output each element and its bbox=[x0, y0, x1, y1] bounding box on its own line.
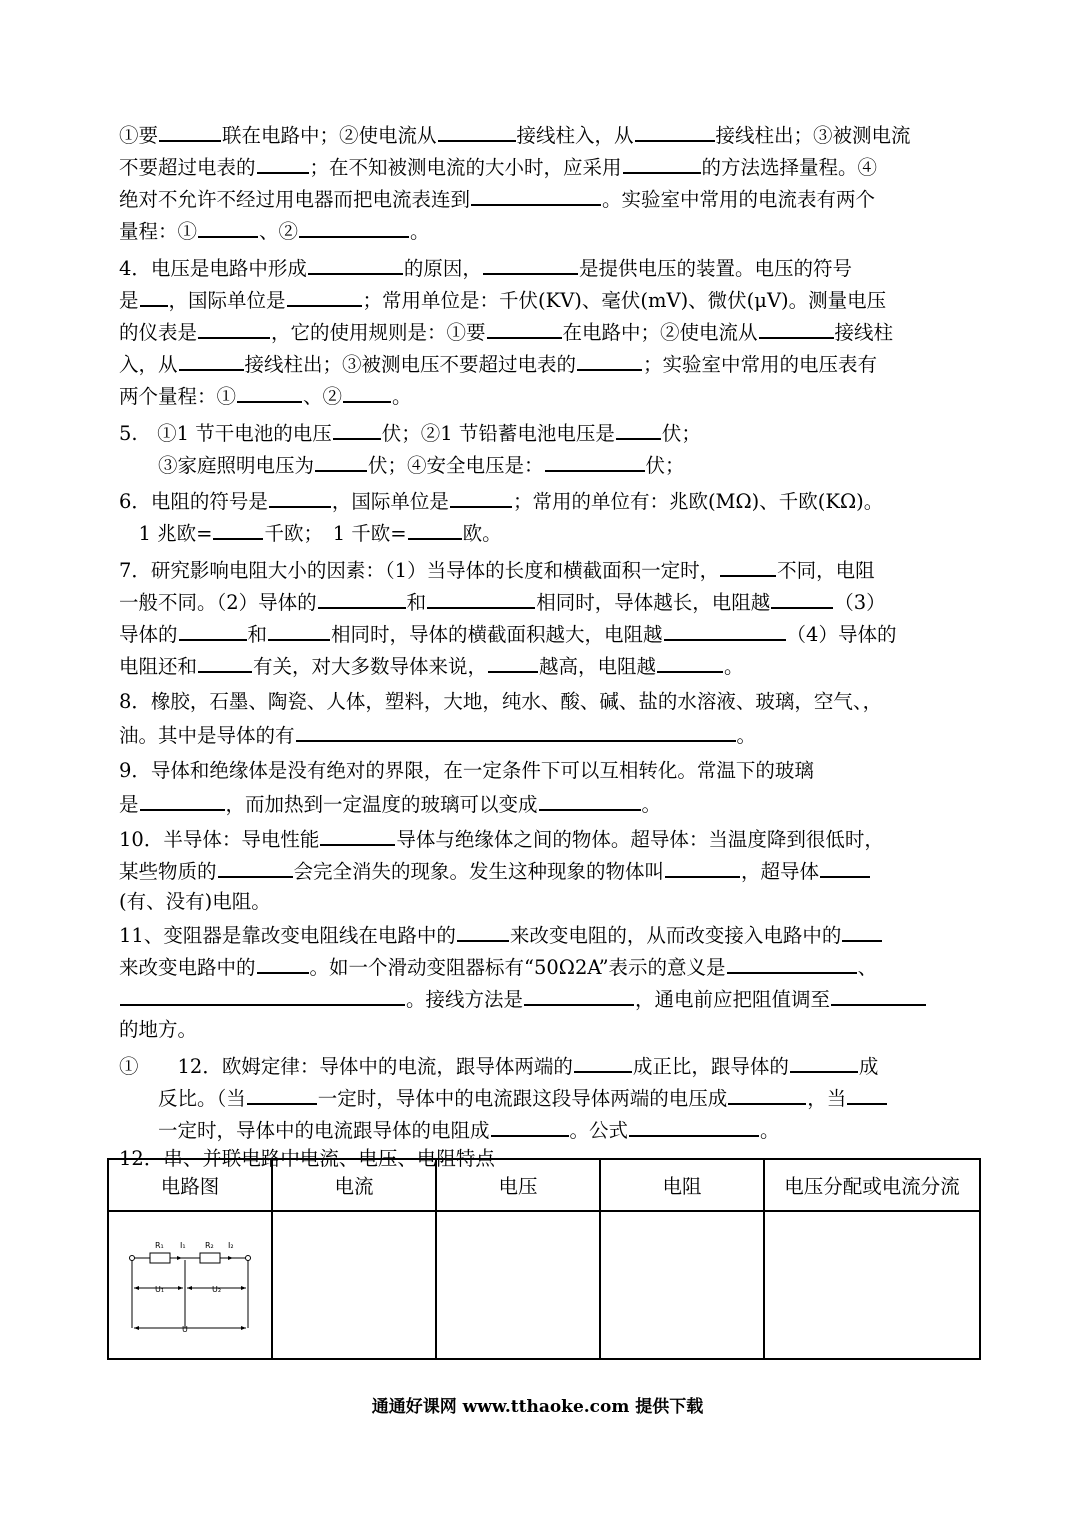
fill-in-blank[interactable] bbox=[257, 950, 309, 974]
line-text: 两个量程：① bbox=[119, 385, 237, 408]
line-text: 10．半导体：导电性能 bbox=[119, 828, 320, 851]
line-text: 5. ①1 节干电池的电压 bbox=[119, 422, 332, 445]
fill-in-blank[interactable] bbox=[179, 617, 247, 641]
fill-in-blank[interactable] bbox=[488, 649, 538, 673]
text-line bbox=[119, 379, 412, 411]
line-text: 。公式 bbox=[569, 1119, 629, 1142]
text-line bbox=[119, 1014, 197, 1046]
line-text: ；实验室中常用的电压表有 bbox=[643, 353, 878, 376]
line-text: 。 bbox=[641, 793, 662, 816]
line-text: 欧。 bbox=[462, 522, 502, 545]
fill-in-blank[interactable] bbox=[457, 918, 509, 942]
table-row bbox=[108, 1211, 980, 1359]
fill-in-blank[interactable] bbox=[343, 379, 391, 403]
fill-in-blank[interactable] bbox=[574, 1049, 632, 1073]
line-text: 伏；④安全电压是： bbox=[368, 454, 544, 477]
line-text: 油。其中是导体的有 bbox=[119, 724, 295, 747]
text-line bbox=[119, 787, 661, 819]
fill-in-blank[interactable] bbox=[269, 484, 331, 508]
fill-in-blank[interactable] bbox=[842, 918, 882, 942]
header-voltage: 电压 bbox=[436, 1159, 600, 1211]
footer-credit: 通通好课网 www.tthaoke.com 提供下载 bbox=[371, 1397, 704, 1417]
label-r2: R₂ bbox=[205, 1240, 214, 1250]
line-text: ；在不知被测电流的大小时，应采用 bbox=[309, 156, 622, 179]
label-u2: U₂ bbox=[212, 1284, 222, 1294]
line-text: (有、没有)电阻。 bbox=[119, 890, 271, 913]
line-text: ，通电前应把阻值调至 bbox=[635, 988, 831, 1011]
header-distribution: 电压分配或电流分流 bbox=[764, 1159, 980, 1211]
line-text: 、② bbox=[303, 385, 343, 408]
fill-in-blank[interactable] bbox=[720, 553, 776, 577]
text-line bbox=[119, 686, 882, 718]
text-line bbox=[119, 854, 871, 886]
line-text: 越高，电阻越 bbox=[539, 655, 657, 678]
header-current: 电流 bbox=[272, 1159, 436, 1211]
fill-in-blank[interactable] bbox=[728, 1081, 806, 1105]
fill-in-blank[interactable] bbox=[790, 1049, 858, 1073]
text-line bbox=[119, 118, 911, 150]
text-line bbox=[119, 214, 430, 246]
line-text: ，当 bbox=[807, 1087, 847, 1110]
line-text: 导体与绝缘体之间的物体。超导体：当温度降到很低时， bbox=[396, 828, 884, 851]
line-text: 的仪表是 bbox=[119, 321, 198, 344]
line-text: 。 bbox=[736, 724, 757, 747]
line-text: 是 bbox=[119, 793, 139, 816]
line-text: 伏；②1 节铅蓄电池电压是 bbox=[381, 422, 615, 445]
fill-in-blank[interactable] bbox=[524, 982, 634, 1006]
line-text: 12．串、并联电路中电流、电压、电阻特点 bbox=[119, 1147, 495, 1170]
circuit-characteristics-table bbox=[107, 1158, 981, 1360]
line-text: 接线柱入，从 bbox=[516, 124, 634, 147]
fill-in-blank[interactable] bbox=[237, 379, 302, 403]
text-line bbox=[119, 950, 877, 982]
line-text: 是 bbox=[119, 289, 139, 312]
line-text: 成正比，跟导体的 bbox=[632, 1055, 789, 1078]
header-resistance: 电阻 bbox=[600, 1159, 764, 1211]
line-text: 、② bbox=[259, 220, 299, 243]
fill-in-blank[interactable] bbox=[140, 283, 168, 307]
line-text: 是提供电压的装置。电压的符号 bbox=[578, 257, 852, 280]
line-text: 伏； bbox=[645, 454, 685, 477]
line-text: 。实验室中常用的电流表有两个 bbox=[602, 188, 876, 211]
line-text: 导体的 bbox=[119, 623, 178, 646]
line-text: 7．研究影响电阻大小的因素：（1）当导体的长度和横截面积一定时， bbox=[119, 559, 720, 582]
line-text: 来改变电阻的，从而改变接入电路中的 bbox=[509, 924, 842, 947]
fill-in-blank[interactable] bbox=[120, 982, 405, 1006]
fill-in-blank[interactable] bbox=[545, 448, 645, 472]
fill-in-blank[interactable] bbox=[257, 150, 309, 174]
line-text: 接线柱出；③被测电流 bbox=[715, 124, 911, 147]
line-text: 8．橡胶，石墨、陶瓷、人体，塑料，大地，纯水、酸、碱、盐的水溶液、玻璃，空气、， bbox=[119, 690, 883, 713]
fill-in-blank[interactable] bbox=[320, 822, 395, 846]
text-line bbox=[119, 182, 875, 214]
fill-in-blank[interactable] bbox=[831, 982, 926, 1006]
line-text: ；常用单位是：千伏(KV)、毫伏(mV)、微伏(μV)。测量电压 bbox=[362, 289, 887, 312]
table-header-row bbox=[108, 1159, 980, 1211]
line-text: 伏； bbox=[661, 422, 701, 445]
distribution-cell bbox=[764, 1211, 980, 1359]
line-text: 千欧； 1 千欧= bbox=[264, 522, 407, 545]
text-line bbox=[119, 755, 814, 787]
fill-in-blank[interactable] bbox=[308, 251, 403, 275]
line-text: ① 12．欧姆定律：导体中的电流，跟导体两端的 bbox=[119, 1055, 573, 1078]
text-line bbox=[119, 283, 886, 315]
fill-in-blank[interactable] bbox=[665, 854, 740, 878]
text-line bbox=[119, 150, 877, 182]
line-text: 相同时，导体的横截面积越大，电阻越 bbox=[331, 623, 663, 646]
fill-in-blank[interactable] bbox=[198, 315, 270, 339]
fill-in-blank[interactable] bbox=[759, 315, 834, 339]
text-line bbox=[119, 553, 875, 585]
line-text: （3） bbox=[834, 591, 886, 614]
fill-in-blank[interactable] bbox=[727, 950, 857, 974]
line-text: 。接线方法是 bbox=[406, 988, 524, 1011]
line-text: 和 bbox=[247, 623, 268, 646]
line-text: 的方法选择量程。④ bbox=[701, 156, 878, 179]
text-line bbox=[119, 516, 502, 548]
line-text: 成 bbox=[858, 1055, 879, 1078]
line-text: 一定时，导体中的电流跟导体的电阻成 bbox=[119, 1119, 490, 1142]
line-text: 某些物质的 bbox=[119, 860, 217, 883]
line-text: 量程：① bbox=[119, 220, 198, 243]
line-text: ；常用的单位有：兆欧(MΩ)、千欧(KΩ)。 bbox=[512, 490, 884, 513]
line-text: 的原因， bbox=[403, 257, 482, 280]
fill-in-blank[interactable] bbox=[629, 1113, 759, 1137]
line-text: ，国际单位是 bbox=[168, 289, 286, 312]
text-line bbox=[119, 484, 883, 516]
text-line bbox=[119, 448, 685, 480]
line-text: 不要超过电表的 bbox=[119, 156, 256, 179]
fill-in-blank[interactable] bbox=[450, 484, 512, 508]
line-text: （4）导体的 bbox=[786, 623, 897, 646]
fill-in-blank[interactable] bbox=[771, 585, 833, 609]
line-text: 在电路中；②使电流从 bbox=[562, 321, 758, 344]
line-text: 电阻还和 bbox=[119, 655, 198, 678]
text-line bbox=[119, 251, 852, 283]
line-text: 4．电压是电路中形成 bbox=[119, 257, 307, 280]
fill-in-blank[interactable] bbox=[847, 1081, 887, 1105]
circuit-diagram-cell bbox=[108, 1211, 272, 1359]
header-circuit-diagram: 电路图 bbox=[108, 1159, 272, 1211]
text-line bbox=[119, 416, 701, 448]
line-text: 。如一个滑动变阻器标有“50Ω2A”表示的意义是 bbox=[309, 956, 726, 979]
line-text: 。 bbox=[760, 1119, 780, 1142]
line-text: ，它的使用规则是：①要 bbox=[271, 321, 486, 344]
resistance-cell bbox=[600, 1211, 764, 1359]
text-line bbox=[119, 1113, 780, 1145]
fill-in-blank[interactable] bbox=[664, 617, 786, 641]
fill-in-blank[interactable] bbox=[539, 787, 641, 811]
line-text: 入，从 bbox=[119, 353, 178, 376]
fill-in-blank[interactable] bbox=[471, 182, 601, 206]
line-text: ①要 bbox=[119, 124, 159, 147]
fill-in-blank[interactable] bbox=[623, 150, 701, 174]
line-text: ③家庭照明电压为 bbox=[119, 454, 315, 477]
fill-in-blank[interactable] bbox=[487, 315, 562, 339]
line-text: 会完全消失的现象。发生这种现象的物体叫 bbox=[293, 860, 665, 883]
line-text: 反比。（当 bbox=[119, 1087, 246, 1110]
label-u: U bbox=[182, 1324, 188, 1334]
label-r1: R₁ bbox=[155, 1240, 164, 1250]
line-text: 1 兆欧= bbox=[119, 522, 213, 545]
fill-in-blank[interactable] bbox=[247, 1081, 317, 1105]
voltage-cell bbox=[436, 1211, 600, 1359]
line-text: ，超导体 bbox=[741, 860, 820, 883]
fill-in-blank[interactable] bbox=[179, 347, 244, 371]
line-text: ，国际单位是 bbox=[331, 490, 449, 513]
line-text: 和 bbox=[406, 591, 427, 614]
text-line bbox=[119, 1049, 878, 1081]
fill-in-blank[interactable] bbox=[427, 585, 535, 609]
line-text: 不同，电阻 bbox=[777, 559, 875, 582]
fill-in-blank[interactable] bbox=[438, 118, 516, 142]
text-line bbox=[119, 718, 756, 750]
label-u1: U₁ bbox=[155, 1284, 165, 1294]
fill-in-blank[interactable] bbox=[616, 416, 661, 440]
current-cell bbox=[272, 1211, 436, 1359]
line-text: 绝对不允许不经过用电器而把电流表连到 bbox=[119, 188, 471, 211]
line-text: 9．导体和绝缘体是没有绝对的界限，在一定条件下可以互相转化。常温下的玻璃 bbox=[119, 759, 814, 782]
fill-in-blank[interactable] bbox=[218, 854, 293, 878]
fill-in-blank[interactable] bbox=[333, 416, 381, 440]
line-text: 6．电阻的符号是 bbox=[119, 490, 268, 513]
label-i2: I₂ bbox=[228, 1240, 234, 1250]
fill-in-blank[interactable] bbox=[159, 118, 221, 142]
text-line bbox=[119, 347, 877, 379]
line-text: 。 bbox=[392, 385, 412, 408]
fill-in-blank[interactable] bbox=[140, 787, 225, 811]
fill-in-blank[interactable] bbox=[268, 617, 330, 641]
line-text: 接线柱 bbox=[834, 321, 894, 344]
series-circuit-diagram bbox=[120, 1218, 260, 1348]
fill-in-blank[interactable] bbox=[657, 649, 723, 673]
line-text: 相同时，导体越长，电阻越 bbox=[536, 591, 771, 614]
fill-in-blank[interactable] bbox=[315, 448, 367, 472]
line-text: 有关，对大多数导体来说， bbox=[253, 655, 488, 678]
fill-in-blank[interactable] bbox=[287, 283, 362, 307]
fill-in-blank[interactable] bbox=[296, 718, 736, 742]
fill-in-blank[interactable] bbox=[491, 1113, 569, 1137]
fill-in-blank[interactable] bbox=[820, 854, 870, 878]
text-line bbox=[119, 982, 927, 1014]
fill-in-blank[interactable] bbox=[408, 516, 462, 540]
fill-in-blank[interactable] bbox=[299, 214, 409, 238]
fill-in-blank[interactable] bbox=[635, 118, 715, 142]
line-text: 。 bbox=[410, 220, 430, 243]
fill-in-blank[interactable] bbox=[198, 214, 258, 238]
line-text: 、 bbox=[857, 956, 878, 979]
line-text: 接线柱出；③被测电压不要超过电表的 bbox=[244, 353, 577, 376]
line-text: 来改变电路中的 bbox=[119, 956, 256, 979]
fill-in-blank[interactable] bbox=[198, 649, 252, 673]
text-line bbox=[119, 315, 893, 347]
line-text: 11、变阻器是靠改变电阻线在电路中的 bbox=[119, 924, 456, 947]
label-i1: I₁ bbox=[180, 1240, 186, 1250]
line-text: 的地方。 bbox=[119, 1018, 198, 1041]
fill-in-blank[interactable] bbox=[483, 251, 578, 275]
text-line bbox=[119, 585, 886, 617]
text-line bbox=[119, 1081, 888, 1113]
text-line bbox=[119, 649, 744, 681]
text-line bbox=[119, 617, 896, 649]
line-text: 联在电路中；②使电流从 bbox=[222, 124, 437, 147]
fill-in-blank[interactable] bbox=[577, 347, 642, 371]
text-line bbox=[119, 822, 884, 854]
line-text: 一般不同。（2）导体的 bbox=[119, 591, 317, 614]
fill-in-blank[interactable] bbox=[213, 516, 263, 540]
line-text: 。 bbox=[724, 655, 744, 678]
text-line bbox=[119, 886, 271, 918]
fill-in-blank[interactable] bbox=[318, 585, 406, 609]
text-line bbox=[119, 918, 883, 950]
line-text: ，而加热到一定温度的玻璃可以变成 bbox=[225, 793, 538, 816]
line-text: 一定时，导体中的电流跟这段导体两端的电压成 bbox=[317, 1087, 728, 1110]
